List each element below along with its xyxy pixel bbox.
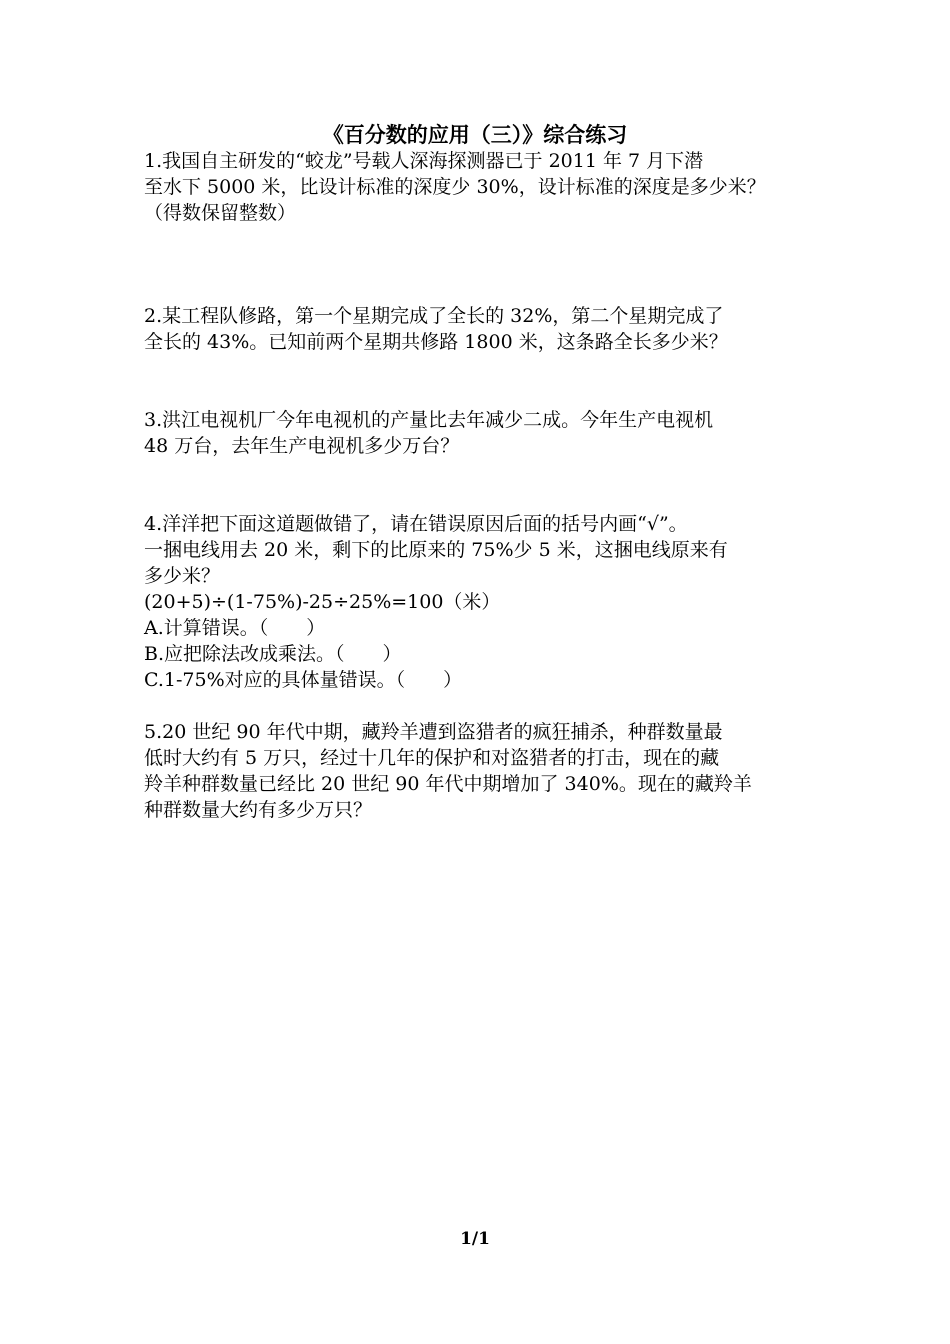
- question-2-line-1: 2.某工程队修路，第一个星期完成了全长的 32%，第二个星期完成了: [144, 305, 724, 327]
- question-2-line-2: 全长的 43%。已知前两个星期共修路 1800 米，这条路全长多少米？: [144, 331, 728, 353]
- page-number: 1/1: [460, 1229, 490, 1249]
- question-5-line-2: 低时大约有 5 万只，经过十几年的保护和对盗猎者的打击，现在的藏: [144, 747, 720, 769]
- question-5: [144, 719, 824, 823]
- question-4: [144, 511, 824, 693]
- question-2: [144, 303, 824, 355]
- question-5-line-1: 5.20 世纪 90 年代中期，藏羚羊遭到盗猎者的疯狂捕杀，种群数量最: [144, 721, 723, 743]
- question-3: [144, 407, 824, 459]
- question-5-line-4: 种群数量大约有多少万只？: [144, 799, 373, 821]
- question-1: [144, 148, 824, 226]
- question-4-line-3: 多少米？: [144, 565, 221, 587]
- question-list: [144, 148, 824, 823]
- question-4-option-a: A.计算错误。（ ）: [144, 617, 326, 639]
- question-5-line-3: 羚羊种群数量已经比 20 世纪 90 年代中期增加了 340%。现在的藏羚羊: [144, 773, 752, 795]
- answer-space-3: [144, 459, 824, 511]
- question-4-line-2: 一捆电线用去 20 米，剩下的比原来的 75%少 5 米，这捆电线原来有: [144, 539, 728, 561]
- answer-space-1: [144, 226, 824, 303]
- question-1-line-3: （得数保留整数）: [144, 202, 297, 224]
- answer-space-4: [144, 693, 824, 719]
- question-3-line-1: 3.洪江电视机厂今年电视机的产量比去年减少二成。今年生产电视机: [144, 409, 714, 431]
- question-4-option-c: C.1-75%对应的具体量错误。（ ）: [144, 669, 463, 691]
- question-1-line-2: 至水下 5000 米，比设计标准的深度少 30%，设计标准的深度是多少米？: [144, 176, 766, 198]
- worksheet-title: 《百分数的应用（三）》综合练习: [322, 122, 628, 147]
- question-4-option-b: B.应把除法改成乘法。（ ）: [144, 643, 402, 665]
- question-3-line-2: 48 万台，去年生产电视机多少万台？: [144, 435, 460, 457]
- question-4-equation: (20+5)÷(1-75%)-25÷25%=100（米）: [144, 591, 501, 613]
- question-4-line-1: 4.洋洋把下面这道题做错了，请在错误原因后面的括号内画“√”。: [144, 513, 688, 535]
- answer-space-2: [144, 355, 824, 407]
- question-1-line-1: 1.我国自主研发的“蛟龙”号载人深海探测器已于 2011 年 7 月下潜: [144, 150, 704, 172]
